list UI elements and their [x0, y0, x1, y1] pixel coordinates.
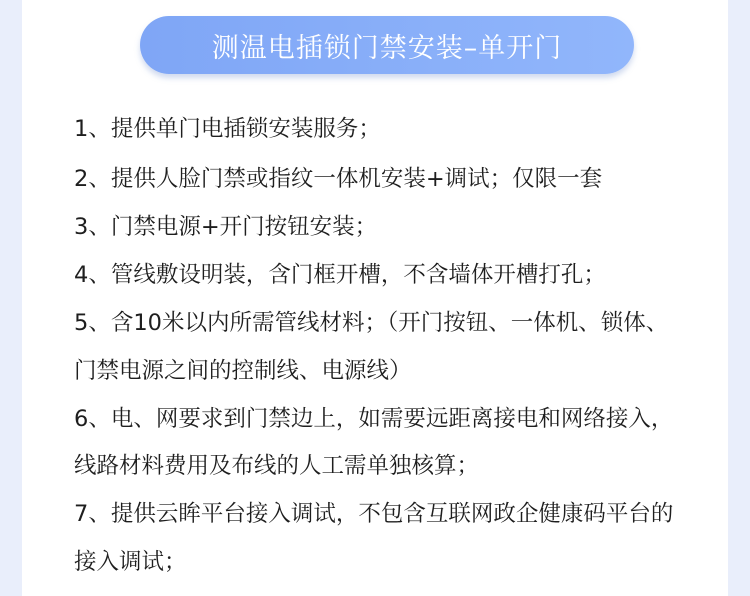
list-item-continuation: 线路材料费用及布线的人工需单独核算；	[74, 453, 480, 479]
list-item: 6、电、网要求到门禁边上，如需要远距离接电和网络接入，	[74, 406, 674, 432]
title-banner	[140, 16, 634, 74]
list-item: 5、含10米以内所需管线材料；（开门按钮、一体机、锁体、	[74, 310, 669, 336]
content-card	[22, 0, 728, 596]
list-item: 3、门禁电源+开门按钮安装；	[74, 214, 378, 240]
list-item-continuation: 接入调试；	[74, 549, 187, 575]
list-item: 2、提供人脸门禁或指纹一体机安装+调试；仅限一套	[74, 166, 603, 192]
list-item: 4、管线敷设明装，含门框开槽，不含墙体开槽打孔；	[74, 262, 606, 288]
list-item: 1、提供单门电插锁安装服务；	[74, 116, 381, 142]
list-item: 7、提供云眸平台接入调试，不包含互联网政企健康码平台的	[74, 501, 674, 527]
page-title: 测温电插锁门禁安装–单开门	[211, 32, 563, 64]
list-item-continuation: 门禁电源之间的控制线、电源线）	[74, 358, 412, 384]
